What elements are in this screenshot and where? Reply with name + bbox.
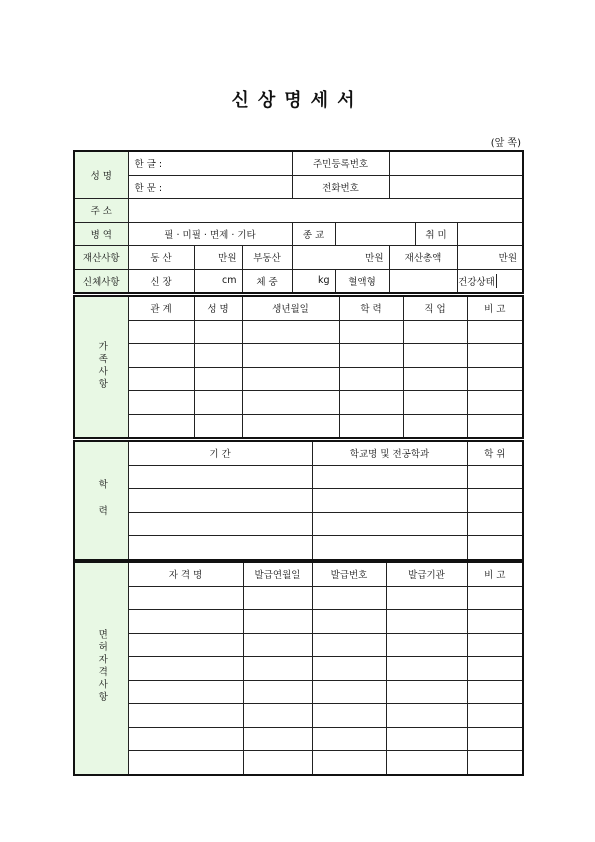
- table-cell[interactable]: [312, 610, 386, 634]
- family-header-job: 직 업: [403, 296, 467, 320]
- table-cell[interactable]: [339, 391, 403, 415]
- table-row: [74, 512, 523, 536]
- table-cell[interactable]: [242, 391, 339, 415]
- document-title: 신상명세서: [231, 90, 364, 111]
- table-cell[interactable]: [128, 633, 243, 657]
- table-cell[interactable]: [243, 633, 312, 657]
- assets-label: 재산사항: [74, 246, 128, 270]
- table-cell[interactable]: [128, 344, 194, 368]
- table-cell[interactable]: [312, 704, 386, 728]
- table-cell[interactable]: [242, 414, 339, 438]
- name-hanja-field[interactable]: 한 문 :: [128, 175, 292, 199]
- table-cell[interactable]: [128, 586, 243, 610]
- table-cell[interactable]: [467, 465, 523, 489]
- name-hangul-field[interactable]: 한 글 :: [128, 151, 292, 175]
- table-cell[interactable]: [128, 465, 312, 489]
- license-section-text: 면허자격사항: [96, 629, 108, 705]
- health-label: [457, 269, 523, 293]
- table-row: [74, 633, 523, 657]
- table-row: [74, 680, 523, 704]
- table-cell[interactable]: [243, 680, 312, 704]
- table-cell[interactable]: [339, 367, 403, 391]
- total-assets-field[interactable]: 만원: [457, 246, 523, 270]
- table-cell[interactable]: [243, 751, 312, 775]
- table-cell[interactable]: [386, 727, 467, 751]
- body-label: 신체사항: [74, 269, 128, 293]
- education-header-period: 기 간: [128, 441, 312, 465]
- table-cell[interactable]: [467, 320, 523, 344]
- table-cell[interactable]: [312, 657, 386, 681]
- table-row: [74, 344, 523, 368]
- table-cell[interactable]: [243, 586, 312, 610]
- military-label: 병 역: [74, 222, 128, 246]
- table-row: [74, 465, 523, 489]
- table-cell[interactable]: [467, 751, 523, 775]
- table-cell[interactable]: [467, 344, 523, 368]
- table-cell[interactable]: [467, 586, 523, 610]
- table-cell[interactable]: [403, 391, 467, 415]
- table-cell[interactable]: [128, 751, 243, 775]
- table-cell[interactable]: [467, 414, 523, 438]
- movable-label: 동 산: [128, 246, 194, 270]
- phone-label: 전화번호: [292, 175, 389, 199]
- table-cell[interactable]: [243, 704, 312, 728]
- license-header-number: 발급번호: [312, 562, 386, 586]
- resident-no-field[interactable]: [389, 151, 523, 175]
- movable-field[interactable]: 만원: [194, 246, 242, 270]
- table-cell[interactable]: [128, 489, 312, 513]
- table-cell[interactable]: [403, 344, 467, 368]
- table-cell[interactable]: [339, 320, 403, 344]
- table-row: [74, 586, 523, 610]
- table-row: [74, 536, 523, 560]
- address-field[interactable]: [128, 199, 523, 223]
- education-section-label: [74, 441, 128, 560]
- table-cell[interactable]: [128, 414, 194, 438]
- table-cell[interactable]: [467, 489, 523, 513]
- page-note: (앞 쪽): [490, 138, 521, 149]
- table-row: [74, 414, 523, 438]
- table-cell[interactable]: [128, 320, 194, 344]
- table-row: [74, 610, 523, 634]
- family-header-relation: 관 계: [128, 296, 194, 320]
- blood-type-field[interactable]: [389, 269, 457, 293]
- table-cell[interactable]: [194, 414, 242, 438]
- table-cell[interactable]: [386, 633, 467, 657]
- table-cell[interactable]: [128, 391, 194, 415]
- education-header-school: 학교명 및 전공학과: [312, 441, 467, 465]
- table-cell[interactable]: [128, 512, 312, 536]
- resident-no-label: 주민등록번호: [292, 151, 389, 175]
- table-cell[interactable]: [312, 727, 386, 751]
- family-section-text: 가족사항: [96, 340, 108, 391]
- table-cell[interactable]: [194, 391, 242, 415]
- table-cell[interactable]: [467, 367, 523, 391]
- table-cell[interactable]: [467, 704, 523, 728]
- table-cell[interactable]: [312, 680, 386, 704]
- table-cell[interactable]: [403, 367, 467, 391]
- table-cell[interactable]: [467, 391, 523, 415]
- table-cell[interactable]: [128, 727, 243, 751]
- table-cell[interactable]: [242, 367, 339, 391]
- family-header-note: 비 고: [467, 296, 523, 320]
- license-header-note: 비 고: [467, 562, 523, 586]
- table-cell[interactable]: [242, 344, 339, 368]
- table-cell[interactable]: [467, 610, 523, 634]
- table-cell[interactable]: [339, 414, 403, 438]
- hobby-field[interactable]: [457, 222, 523, 246]
- religion-field[interactable]: [335, 222, 415, 246]
- table-cell[interactable]: [128, 680, 243, 704]
- license-header-name: 자 격 명: [128, 562, 243, 586]
- total-assets-label: 재산총액: [389, 246, 457, 270]
- education-section-text: 학 력: [96, 479, 108, 519]
- table-cell[interactable]: [467, 633, 523, 657]
- table-row: [74, 727, 523, 751]
- table-cell[interactable]: [312, 751, 386, 775]
- license-header-date: 발급연월일: [243, 562, 312, 586]
- table-cell[interactable]: [467, 680, 523, 704]
- table-row: [74, 704, 523, 728]
- table-row: [74, 657, 523, 681]
- table-cell[interactable]: [312, 586, 386, 610]
- table-cell[interactable]: [128, 367, 194, 391]
- table-cell[interactable]: [312, 633, 386, 657]
- religion-label: 종 교: [292, 222, 335, 246]
- real-estate-label: 부동산: [242, 246, 292, 270]
- table-cell[interactable]: [243, 657, 312, 681]
- table-row: [74, 489, 523, 513]
- table-cell[interactable]: [467, 512, 523, 536]
- table-cell[interactable]: [194, 344, 242, 368]
- table-cell[interactable]: [386, 586, 467, 610]
- table-cell[interactable]: [242, 320, 339, 344]
- table-cell[interactable]: [128, 610, 243, 634]
- table-cell[interactable]: [312, 465, 467, 489]
- table-cell[interactable]: [312, 536, 467, 560]
- weight-label: 체 중: [242, 269, 292, 293]
- table-row: [74, 367, 523, 391]
- military-options[interactable]: 필 · 미필 · 면제 · 기타: [128, 222, 292, 246]
- family-header-name: 성 명: [194, 296, 242, 320]
- license-header-issuer: 발급기관: [386, 562, 467, 586]
- height-field[interactable]: cm: [194, 269, 242, 293]
- license-table: [73, 561, 524, 776]
- table-cell[interactable]: [386, 610, 467, 634]
- family-header-birth: 생년월일: [242, 296, 339, 320]
- family-section-label: [74, 296, 128, 438]
- education-table: [73, 440, 524, 561]
- address-label: 주 소: [74, 199, 128, 223]
- table-cell[interactable]: [128, 657, 243, 681]
- table-cell[interactable]: [128, 536, 312, 560]
- name-label: 성 명: [74, 151, 128, 199]
- personal-info-table: [73, 150, 524, 294]
- table-cell[interactable]: [339, 344, 403, 368]
- table-cell[interactable]: [403, 414, 467, 438]
- table-cell[interactable]: [467, 727, 523, 751]
- license-section-label: [74, 562, 128, 775]
- table-cell[interactable]: [467, 657, 523, 681]
- table-cell[interactable]: [386, 680, 467, 704]
- table-cell[interactable]: [312, 489, 467, 513]
- table-cell[interactable]: [403, 320, 467, 344]
- family-header-education: 학 력: [339, 296, 403, 320]
- table-cell[interactable]: [386, 704, 467, 728]
- table-row: [74, 391, 523, 415]
- height-label: 신 장: [128, 269, 194, 293]
- table-cell[interactable]: [243, 727, 312, 751]
- table-cell[interactable]: [312, 512, 467, 536]
- hobby-label: 취 미: [415, 222, 457, 246]
- blood-type-label: 혈액형: [335, 269, 389, 293]
- table-row: [74, 320, 523, 344]
- table-cell[interactable]: [467, 536, 523, 560]
- phone-field[interactable]: [389, 175, 523, 199]
- table-cell[interactable]: [386, 751, 467, 775]
- table-row: [74, 751, 523, 775]
- education-header-degree: 학 위: [467, 441, 523, 465]
- family-table: [73, 295, 524, 439]
- table-cell[interactable]: [243, 610, 312, 634]
- table-cell[interactable]: [386, 657, 467, 681]
- health-label-text: 건강상태: [458, 274, 497, 288]
- table-cell[interactable]: [194, 367, 242, 391]
- table-cell[interactable]: [128, 704, 243, 728]
- table-cell[interactable]: [194, 320, 242, 344]
- weight-field[interactable]: kg: [292, 269, 335, 293]
- real-estate-field[interactable]: 만원: [292, 246, 389, 270]
